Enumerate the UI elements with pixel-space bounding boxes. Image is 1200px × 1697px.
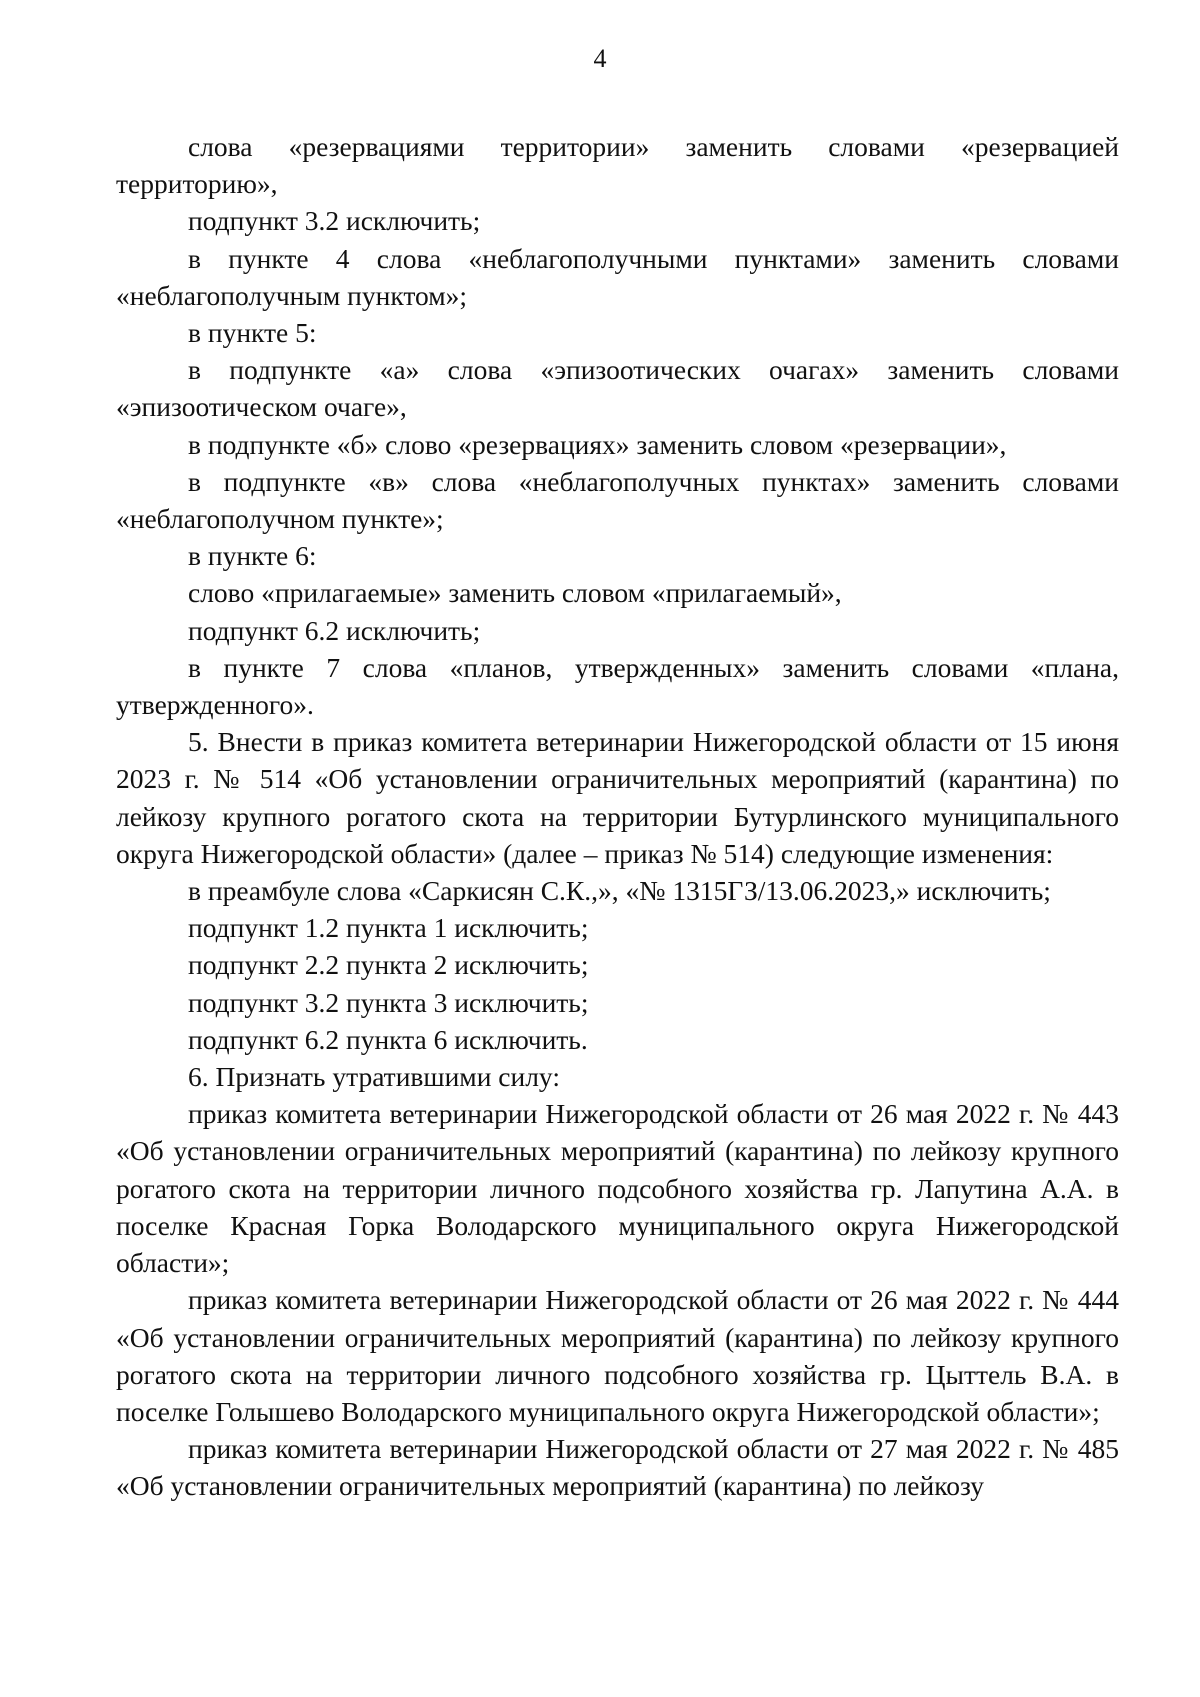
- paragraph: подпункт 3.2 пункта 3 исключить;: [188, 986, 589, 1018]
- paragraph: подпункт 3.2 исключить;: [188, 205, 481, 237]
- paragraph: в подпункте «в» слова «неблагополучных пунктах» заменить словами «неблагополучном пункте»;: [116, 465, 1119, 535]
- paragraph: приказ комитета ветеринарии Нижегородской области от 27 мая 2022 г. № 485 «Об установлении ограничительных мероприятий (карантина) по лейкозу: [116, 1433, 1119, 1502]
- paragraph: в пункте 4 слова «неблагополучными пунктами» заменить словами «неблагополучным пунктом»;: [116, 242, 1119, 311]
- paragraph: слово «прилагаемые» заменить словом «прилагаемый»,: [188, 577, 842, 609]
- paragraph: подпункт 6.2 пункта 6 исключить.: [188, 1023, 588, 1055]
- paragraph: в преамбуле слова «Саркисян С.К.,», «№ 1315ГЗ/13.06.2023,» исключить;: [188, 875, 1051, 907]
- paragraph: слова «резервациями территории» заменить словами «резервацией территорию»,: [116, 131, 1119, 200]
- page-number: 4: [593, 44, 607, 73]
- paragraph: в пункте 6:: [188, 540, 317, 572]
- paragraph: 5. Внести в приказ комитета ветеринарии Нижегородской области от 15 июня 2023 г. № 514 «Об установлении ограничительных мероприятий (карантина) по лейкозу крупного рогатого скота на территории Бутурлинского муниципального округа Нижегородской области» (далее – приказ № 514) следующие изменения:: [116, 726, 1119, 869]
- paragraph: приказ комитета ветеринарии Нижегородской области от 26 мая 2022 г. № 443 «Об установлении ограничительных мероприятий (карантина) по лейкозу крупного рогатого скота на территории личного подсобного хозяйства гр. Лапутина А.А. в поселке Красная Горка Володарского муниципального округа Нижегородской области»;: [116, 1098, 1119, 1279]
- paragraph: в подпункте «б» слово «резервациях» заменить словом «резервации»,: [188, 428, 1007, 460]
- paragraph: подпункт 6.2 исключить;: [188, 614, 481, 646]
- paragraph: 6. Признать утратившими силу:: [188, 1061, 560, 1093]
- paragraph: приказ комитета ветеринарии Нижегородской области от 26 мая 2022 г. № 444 «Об установлении ограничительных мероприятий (карантина) по лейкозу крупного рогатого скота на территории личного подсобного хозяйства гр. Цыттель В.А. в поселке Голышево Володарского муниципального округа Нижегородской области»;: [116, 1284, 1119, 1427]
- paragraph: подпункт 1.2 пункта 1 исключить;: [188, 912, 589, 944]
- paragraph: подпункт 2.2 пункта 2 исключить;: [188, 949, 589, 981]
- paragraph: в пункте 5:: [188, 317, 317, 349]
- paragraph: в пункте 7 слова «планов, утвержденных» заменить словами «плана, утвержденного».: [116, 651, 1119, 721]
- paragraph: в подпункте «а» слова «эпизоотических очагах» заменить словами «эпизоотическом очаге»,: [116, 354, 1119, 423]
- document-body: [116, 128, 1119, 1505]
